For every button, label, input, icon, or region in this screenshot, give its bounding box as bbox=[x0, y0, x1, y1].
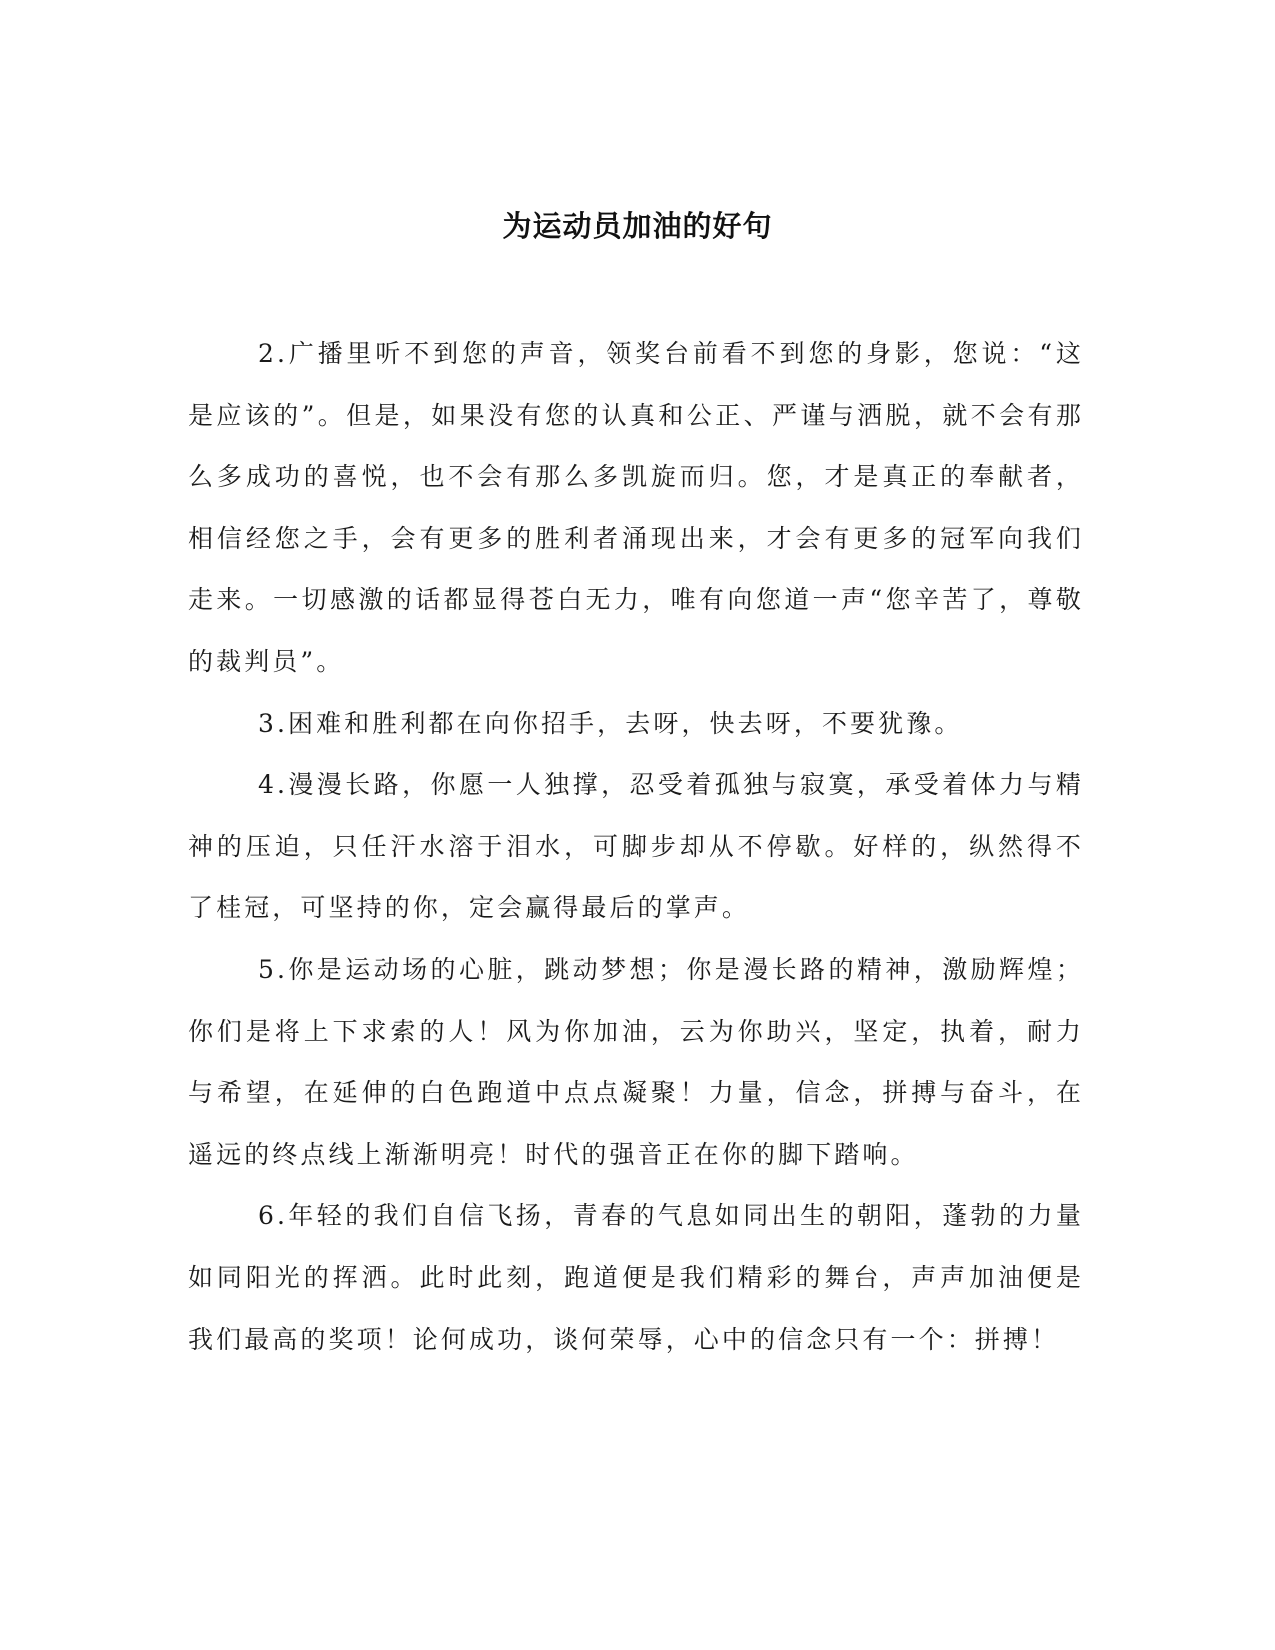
document-body bbox=[188, 323, 1084, 1370]
paragraph-5: 5.你是运动场的心脏，跳动梦想；你是漫长路的精神，激励辉煌；你们是将上下求索的人！风为你加油，云为你助兴，坚定，执着，耐力与希望，在延伸的白色跑道中点点凝聚！力量，信念，拼搏与奋斗，在遥远的终点线上渐渐明亮！时代的强音正在你的脚下踏响。 bbox=[188, 954, 1084, 1169]
paragraph-6: 6.年轻的我们自信飞扬，青春的气息如同出生的朝阳，蓬勃的力量如同阳光的挥洒。此时此刻，跑道便是我们精彩的舞台，声声加油便是我们最高的奖项！论何成功，谈何荣辱，心中的信念只有一个：拼搏！ bbox=[188, 1201, 1084, 1354]
document-title: 为运动员加油的好句 bbox=[502, 209, 773, 243]
paragraph-2: 2.广播里听不到您的声音，领奖台前看不到您的身影，您说：“这是应该的”。但是，如果没有您的认真和公正、严谨与洒脱，就不会有那么多成功的喜悦，也不会有那么多凯旋而归。您，才是真正的奉献者，相信经您之手，会有更多的胜利者涌现出来，才会有更多的冠军向我们走来。一切感激的话都显得苍白无力，唯有向您道一声“您辛苦了，尊敬的裁判员”。 bbox=[188, 339, 1084, 676]
paragraph-4: 4.漫漫长路，你愿一人独撑，忍受着孤独与寂寞，承受着体力与精神的压迫，只任汗水溶于泪水，可脚步却从不停歇。好样的，纵然得不了桂冠，可坚持的你，定会赢得最后的掌声。 bbox=[188, 770, 1084, 923]
paragraph-3: 3.困难和胜利都在向你招手，去呀，快去呀，不要犹豫。 bbox=[258, 708, 963, 738]
